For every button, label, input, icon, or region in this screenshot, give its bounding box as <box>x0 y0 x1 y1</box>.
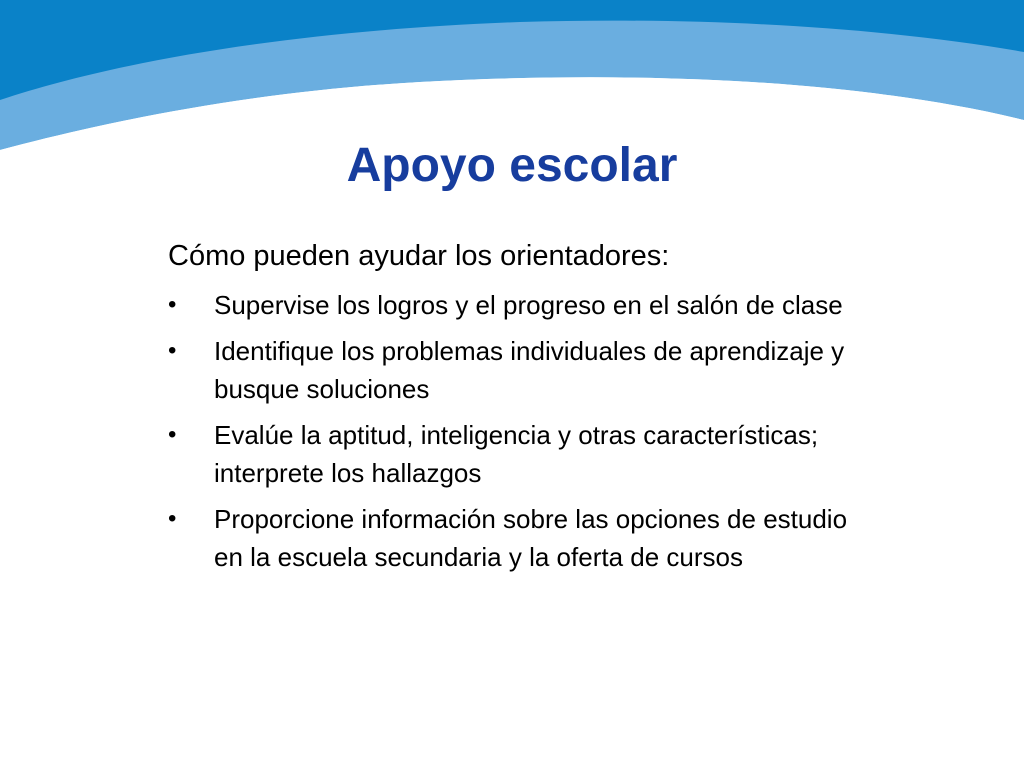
bullet-dot-icon: • <box>168 421 177 448</box>
bullet-dot-icon: • <box>168 337 177 364</box>
bullet-dot-icon: • <box>168 505 177 532</box>
slide-subtitle: Cómo pueden ayudar los orientadores: <box>168 240 670 272</box>
slide-title <box>0 136 1024 196</box>
bullet-text: Proporcione información sobre las opciones de estudio en la escuela secundaria y la oferta de cursos <box>214 504 848 572</box>
bullet-dot-icon: • <box>168 291 177 318</box>
slide-content <box>168 236 868 584</box>
bullet-item <box>168 416 868 492</box>
bullet-list <box>168 286 868 576</box>
bullet-text: Identifique los problemas individuales de aprendizaje y busque soluciones <box>214 336 845 404</box>
bullet-text: Evalúe la aptitud, inteligencia y otras características; interprete los hallazgos <box>214 420 819 488</box>
bullet-item <box>168 332 868 408</box>
bullet-text: Supervise los logros y el progreso en el salón de clase <box>214 290 843 320</box>
bullet-item <box>168 500 868 576</box>
bullet-item <box>168 286 868 324</box>
slide-title-text: Apoyo escolar <box>346 139 678 192</box>
